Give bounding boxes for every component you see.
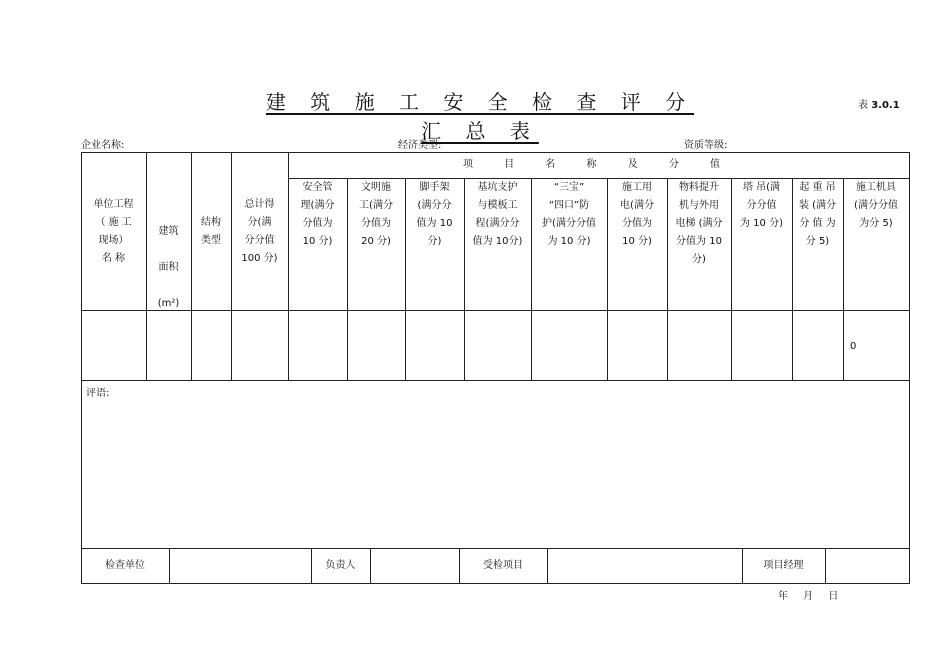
header-item-foundation-formwork: 基坑支护 与模板工 程(满分分 值为 10分): [472, 182, 523, 247]
header-building-area: [146, 205, 191, 331]
header-item-tower-crane: 塔 吊(满 分分值 为 10 分): [740, 182, 783, 229]
date-line: 年 月 日: [778, 591, 839, 602]
header-building-area-line1: 建筑: [158, 226, 179, 237]
qualification-label: 资质等级:: [684, 140, 728, 151]
header-item-machinery: 施工机具 (满分分值 为分 5): [854, 182, 898, 229]
company-name-label: 企业名称:: [81, 140, 125, 151]
items-group-header: 项 目 名 称 及 分 值: [462, 159, 735, 170]
header-item-construction-power: 施工用 电(满分 分值为 10 分): [620, 182, 654, 247]
responsible-person-field: [371, 549, 459, 583]
inspected-project-field: [548, 549, 742, 583]
header-item-scaffold: 脚手架 (满分分 值为 10 分): [416, 182, 453, 247]
header-item-hoist-elevator: 物料提升 机与外用 电梯 (满分 分值为 10 分): [675, 182, 723, 265]
header-total-score: 总计得 分(满 分分值 100 分): [241, 199, 278, 264]
machinery-score-value: 0: [850, 341, 857, 352]
inspection-unit-label: 检查单位: [105, 560, 145, 571]
header-item-lifting: 起 重 吊 装 (满分 分 值 为 分 5): [798, 182, 837, 247]
table-number-value: 3.0.1: [871, 100, 900, 111]
table-number-prefix: 表: [858, 100, 868, 111]
inspection-unit-field: [170, 549, 311, 583]
header-structure-type: 结构 类型: [201, 217, 221, 246]
economic-type-label: 经济类型:: [398, 140, 442, 151]
header-building-area-unit: (m²): [157, 298, 180, 309]
responsible-person-label: 负责人: [325, 560, 356, 571]
header-unit-name: 单位工程 （ 施 工 现场） 名 称: [93, 199, 134, 264]
header-item-three-treasures: “三宝” “四口”防 护(满分分值 为 10 分): [542, 182, 596, 247]
comment-label: 评语:: [86, 388, 110, 399]
project-manager-label: 项目经理: [763, 560, 804, 571]
header-item-safety-management: 安全管 理(满分 分值为 10 分): [300, 182, 335, 247]
inspected-project-label: 受检项目: [483, 560, 523, 571]
header-building-area-line2: 面积: [158, 262, 179, 273]
document-title: 建 筑 施 工 安 全 检 查 评 分 汇 总 表: [265, 90, 695, 143]
header-item-civilized-construction: 文明施 工(满分 分值为 20 分): [359, 182, 393, 247]
project-manager-field: [826, 549, 909, 583]
